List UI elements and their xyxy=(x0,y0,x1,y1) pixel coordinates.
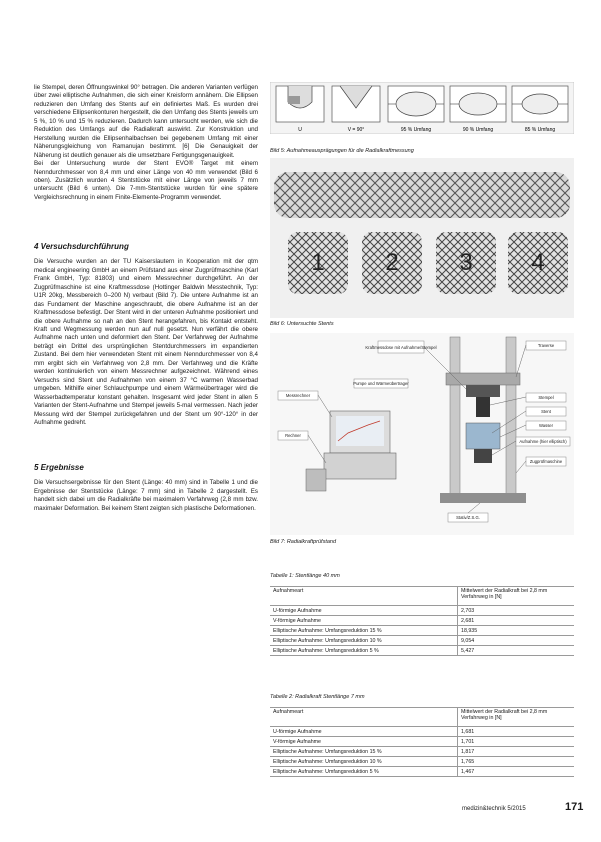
label-zugpruefmaschine: Zugprüfmaschine xyxy=(529,459,563,464)
label-kraftmessdose: Kraftmessdose mit Aufnahme/Stempel xyxy=(365,345,437,350)
ellipse-fixture-95 xyxy=(388,86,444,122)
fixture-label-v: V = 90° xyxy=(347,127,365,133)
computer-tower xyxy=(324,453,396,479)
label-stent: Stent xyxy=(541,409,551,414)
fixture-label-85: 85 % Umfang xyxy=(524,127,556,133)
table-row: U-förmige Aufnahme 1,681 xyxy=(270,727,574,737)
table-row: Elliptische Aufnahme: Umfangsreduktion 15 % 18,935 xyxy=(270,626,574,636)
table-row: Elliptische Aufnahme: Umfangsreduktion 5 % 1,467 xyxy=(270,767,574,777)
ellipse-fixture-85 xyxy=(512,86,568,122)
table-2-header-right: Mittelwert der Radialkraft bei 2,8 mm Verfahrweg in [N] xyxy=(458,708,575,727)
figure-5-caption: Bild 5: Aufnahmeausprägungen für die Radialkraftmessung xyxy=(270,148,414,154)
label-traverse: Traverse xyxy=(537,343,555,348)
section-5-title: 5 Ergebnisse xyxy=(34,463,84,473)
test-rig-figure xyxy=(270,333,574,535)
pump-unit xyxy=(306,469,326,491)
machine-base xyxy=(440,493,526,503)
section-4-text: Die Versuche wurden an der TU Kaiserslautern in Kooperation mit der qtm medical engineering GmbH an einem Prüfstand aus einer Zugprüfmaschine (Karl Frank GmbH, Typ: 81803) und einem Messrechner durchgeführt. An der Zugprüfmaschine ist eine Kraftmessdose (Hottinger Baldwin Messtechnik, Typ: U1R 20kg, Messbereich 0–200 N) verbaut (Bild 7). Die untere Aufnahme ist an das Fundament der Maschine angeschraubt, die obere Aufnahme ist an der Kraftmessdose befestigt. Der Stent wird in der unteren Aufnahme positioniert und die obere Aufnahme so nah an den Stent herangefahren, bis Kontakt entsteht. Kraft und Wegmessung werden nun auf null gesetzt. Nun verfährt die obere Aufnahme nach unten und deformiert den Stent. Der Verfahrweg der Aufnahme beträgt ein Drittel des ursprünglichen Stentdurchmessers im expandierten Zustand. Bei dem hier verwendeten Stent mit einem Nenndurchmesser von 8,4 mm ergibt sich ein Verfahrweg von 2,8 mm. Der Verfahrweg und die Kräfte werden kontinuierlich von einem Messrechner aufgezeichnet. Während eines Versuchs sind Stent und Aufnahmen von einem 37 °C warmen Wasserbad umgeben. Mithilfe einer Schlauchpumpe und einem Wärmeübertrager wird die Wasserbadtemperatur konstant gehalten. Insgesamt wird jeder Stent in allen 5 Varianten der Stent-Aufnahme und Stempel jeweils 5-mal vermessen. Nach jeder Messung wird der Stempel zurückgefahren und der Stent um 90°-120° in der Aufnahme gedreht. xyxy=(34,258,258,426)
left-column xyxy=(34,84,258,513)
crosshead xyxy=(446,373,520,385)
label-rechner: Rechner xyxy=(285,433,301,438)
table-row: V-förmige Aufnahme 2,681 xyxy=(270,616,574,626)
frame-column-left xyxy=(450,337,460,497)
journal-footer: medizin&technik 5/2015 xyxy=(462,806,526,812)
water-bath xyxy=(466,423,500,449)
fixture-label-95: 95 % Umfang xyxy=(400,127,432,133)
stent-number-3: 3 xyxy=(459,249,473,276)
stent-number-4: 4 xyxy=(531,249,545,276)
stent-number-2: 2 xyxy=(385,249,399,276)
table-1 xyxy=(270,586,574,656)
label-stativ: Stativ/Z.S.G. xyxy=(456,515,480,520)
section-5-text: Die Versuchsergebnisse für den Stent (Länge: 40 mm) sind in Tabelle 1 und die Ergebnisse der Stentstücke (Länge: 7 mm) sind in Tabelle 2 dargestellt. Es handelt sich dabei um die Radialkräfte bei maximalem Verfahrweg (2,8 mm bzw. maximaler Deformation. Bei keinem Stent zeigten sich plastische Deformationen. xyxy=(34,479,258,512)
v-fixture-drawing xyxy=(332,86,380,122)
table-row: Elliptische Aufnahme: Umfangsreduktion 10 % 1,765 xyxy=(270,757,574,767)
table-1-header-right: Mittelwert der Radialkraft bei 2,8 mm Verfahrweg in [N] xyxy=(458,587,575,606)
figure-7-caption: Bild 7: Radialkraftprüfstand xyxy=(270,539,337,545)
section-4-title: 4 Versuchsdurchführung xyxy=(34,242,129,252)
label-aufnahme: Aufnahme (hier elliptisch) xyxy=(519,439,567,444)
intro-paragraph-2: Bei der Untersuchung wurde der Stent EVO® Target mit einem Nenndurchmesser von 8,4 mm und einer Länge von 40 mm verwendet (Bild 6 oben). Zusätzlich wurden 4 Stentstücke mit einer Länge von jeweils 7 mm untersucht (Bild 6 unten). Die 7-mm-Stentstücke wurden für eine spätere Vergleichsrechnung in einem Finite-Elemente-Programm verwendet. xyxy=(34,160,258,201)
table-2 xyxy=(270,707,574,777)
label-wasser: Wasser xyxy=(538,423,554,428)
lower-fixture xyxy=(474,449,492,463)
fixture-label-u: U xyxy=(298,127,302,133)
stent-number-1: 1 xyxy=(311,249,325,276)
stents-photo xyxy=(270,158,574,318)
ellipse-fixture-90 xyxy=(450,86,506,122)
punch xyxy=(476,397,490,417)
table-1-header-left: Aufnahmeart xyxy=(270,587,458,606)
label-stempel: Stempel xyxy=(538,395,554,400)
table-row: Elliptische Aufnahme: Umfangsreduktion 5 % 5,427 xyxy=(270,646,574,656)
fixture-drawings-figure xyxy=(270,82,574,134)
table-2-title: Tabelle 2: Radialkraft Stentlänge 7 mm xyxy=(270,694,365,700)
table-2-header-left: Aufnahmeart xyxy=(270,708,458,727)
label-messrechner: Messrechner xyxy=(285,393,311,398)
fixture-label-90: 90 % Umfang xyxy=(462,127,494,133)
long-stent xyxy=(274,172,570,218)
table-row: Elliptische Aufnahme: Umfangsreduktion 10 % 9,054 xyxy=(270,636,574,646)
table-row: U-förmige Aufnahme 2,703 xyxy=(270,606,574,616)
figure-6-caption: Bild 6: Untersuchte Stents xyxy=(270,321,334,327)
table-row: Elliptische Aufnahme: Umfangsreduktion 15 % 1,817 xyxy=(270,747,574,757)
u-fixture-drawing xyxy=(276,86,324,122)
page-number: 171 xyxy=(565,801,584,813)
label-pumpe: Pumpe und Wärmeübertrager xyxy=(353,381,409,386)
table-row: V-förmige Aufnahme 1,701 xyxy=(270,737,574,747)
intro-paragraph-1: lie Stempel, deren Öffnungswinkel 90° betragen. Die anderen Varianten verfügen über zwei elliptische Aufnahmen, die sich einer Kreisform annähern. Die Ellipsen reduzieren den Umfang des Stents auf ein definiertes Maß. Es wurden drei verschiedene Ellipsenkonturen hergestellt, die den Umfang des Stents jeweils um 5 %, 10 % und 15 % reduzieren. Dadurch kann untersucht werden, wie sich die Reduktion des Umfangs auf die Radialkraft auswirkt. Zur Konstruktion und Herstellung wurden die Ellipsenhalbachsen bei gegebenem Umfang mit einer Näherungsgleichung von Ramanujan bestimmt. [6] Die Genauigkeit der Näherung ist deutlich genauer als die umsetzbare Fertigungsgenauigkeit. xyxy=(34,84,258,159)
table-1-title: Tabelle 1: Stentlänge 40 mm xyxy=(270,573,340,579)
load-cell xyxy=(466,385,500,397)
frame-column-right xyxy=(506,337,516,497)
